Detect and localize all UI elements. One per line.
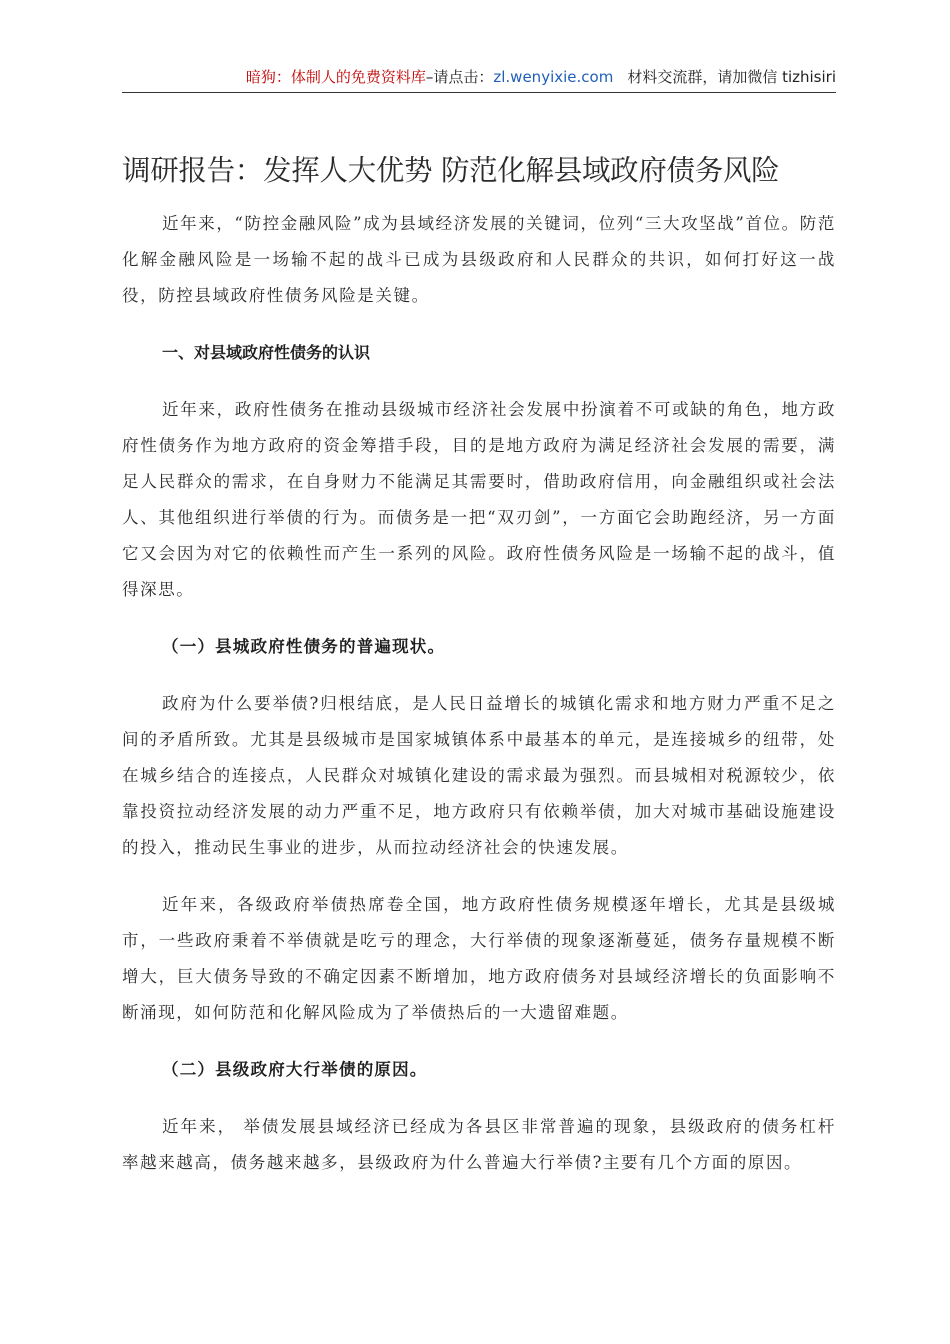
header-url-link[interactable]: zl.wenyixie.com [493, 68, 614, 86]
paragraph: 近年来，“防控金融风险”成为县域经济发展的关键词，位列“三大攻坚战”首位。防范化解金融风险是一场输不起的战斗已成为县级政府和人民群众的共识，如何打好这一战役，防控县域政府性债务风险是关键。 [122, 214, 836, 305]
paragraph: 近年来， 举债发展县域经济已经成为各县区非常普遍的现象，县级政府的债务杠杆率越来越高，债务越来越多，县级政府为什么普遍大行举债?主要有几个方面的原因。 [122, 1117, 836, 1172]
subsection-heading: （一）县城政府性债务的普遍现状。 [162, 637, 446, 656]
document-body [122, 206, 836, 1202]
paragraph: 近年来，政府性债务在推动县级城市经济社会发展中扮演着不可或缺的角色，地方政府性债务作为地方政府的资金筹措手段，目的是地方政府为满足经济社会发展的需要，满足人民群众的需求，在自身财力不能满足其需要时，借助政府信用，向金融组织或社会法人、其他组织进行举债的行为。而债务是一把“双刃剑”，一方面它会助跑经济，另一方面它又会因为对它的依赖性而产生一系列的风险。政府性债务风险是一场输不起的战斗，值得深思。 [122, 400, 836, 599]
section-heading: 一、对县域政府性债务的认识 [162, 343, 371, 362]
header-wechat-note: 材料交流群，请加微信 tizhisiri [627, 68, 836, 86]
page-header [122, 66, 836, 93]
paragraph: 近年来，各级政府举债热席卷全国，地方政府性债务规模逐年增长，尤其是县级城市，一些政府秉着不举债就是吃亏的理念，大行举债的现象逐渐蔓延，债务存量规模不断增大，巨大债务导致的不确定因素不断增加，地方政府债务对县域经济增长的负面影响不断涌现，如何防范和化解风险成为了举债热后的一大遗留难题。 [122, 895, 836, 1022]
header-brand: 暗狗：体制人的免费资料库 [245, 68, 426, 86]
subsection-heading: （二）县级政府大行举债的原因。 [162, 1060, 428, 1079]
header-click-prompt: –请点击： [425, 68, 494, 86]
document-title: 调研报告：发挥人大优势 防范化解县域政府债务风险 [122, 154, 780, 187]
paragraph: 政府为什么要举债?归根结底，是人民日益增长的城镇化需求和地方财力严重不足之间的矛盾所致。尤其是县级城市是国家城镇体系中最基本的单元，是连接城乡的纽带，处在城乡结合的连接点，人民群众对城镇化建设的需求最为强烈。而县城相对税源较少，依靠投资拉动经济发展的动力严重不足，地方政府只有依赖举债，加大对城市基础设施建设的投入，推动民生事业的进步，从而拉动经济社会的快速发展。 [122, 694, 836, 857]
